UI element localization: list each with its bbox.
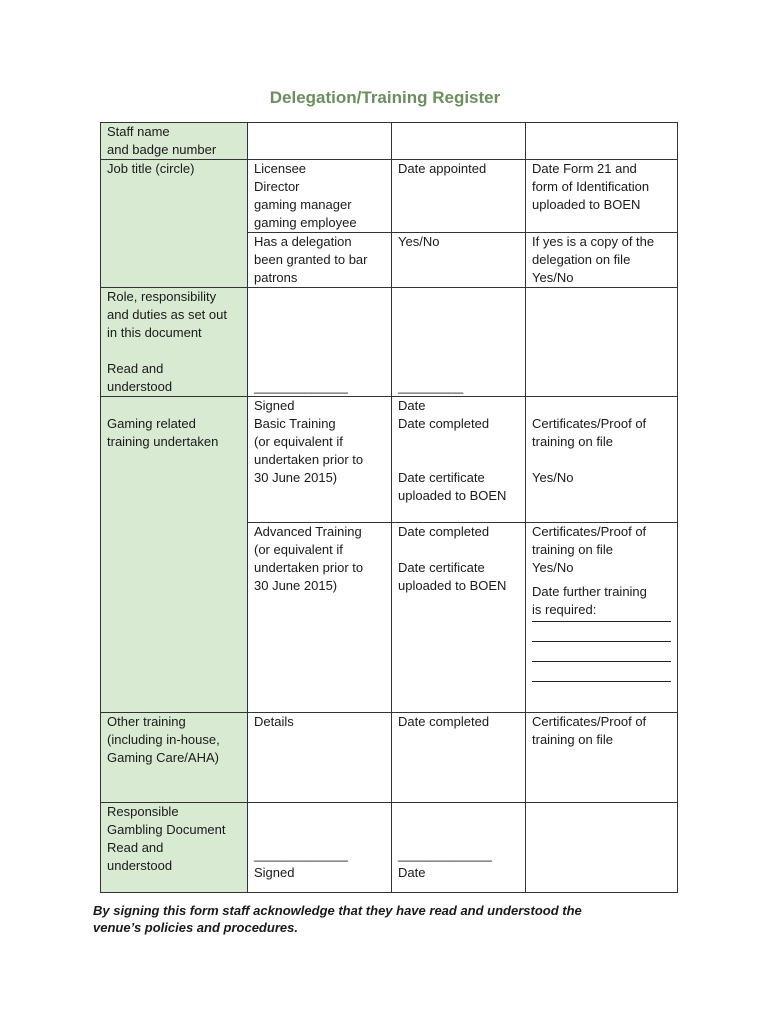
- delegation-copy-cell[interactable]: If yes is a copy of the delegation on file Yes/No: [526, 233, 678, 288]
- advanced-date-cell[interactable]: Date completed Date certificate uploaded to BOEN: [392, 523, 526, 713]
- job-title-label: Job title (circle): [101, 160, 248, 288]
- other-details-cell[interactable]: Details: [248, 713, 392, 803]
- further-training-line-3[interactable]: [532, 642, 671, 662]
- further-training-line-2[interactable]: [532, 622, 671, 642]
- basic-training-cell: [248, 397, 392, 523]
- date-appointed-cell[interactable]: Date appointed: [392, 160, 526, 233]
- role-date-caption: Date: [398, 398, 426, 413]
- delegation-question: Has a delegation been granted to bar patrons: [248, 233, 392, 288]
- rgd-date-cell[interactable]: _____________ Date: [392, 803, 526, 893]
- form21-cell[interactable]: Date Form 21 and form of Identification uploaded to BOEN: [526, 160, 678, 233]
- basic-cert-cell[interactable]: Certificates/Proof of training on file Yes/No: [526, 397, 678, 523]
- rgd-empty-cell: [526, 803, 678, 893]
- register-table: [100, 122, 678, 893]
- other-cert-cell[interactable]: Certificates/Proof of training on file: [526, 713, 678, 803]
- staff-name-field[interactable]: [248, 123, 392, 160]
- role-empty-cell: [526, 288, 678, 397]
- rgd-signed-cell[interactable]: _____________ Signed: [248, 803, 392, 893]
- basic-training-text: Basic Training (or equivalent if undertaken prior to 30 June 2015): [254, 416, 364, 485]
- rgd-label: Responsible Gambling Document Read and understood: [101, 803, 248, 893]
- advanced-label-cell: [101, 523, 248, 713]
- acknowledgement-note: By signing this form staff acknowledge that they have read and understood the venue’s policies and procedures.: [93, 903, 582, 935]
- page-title: Delegation/Training Register: [269, 88, 501, 107]
- role-date-line[interactable]: _________: [392, 288, 526, 397]
- staff-name-label: Staff name and badge number: [101, 123, 248, 160]
- basic-date-cell[interactable]: Date Date completed Date certificate uploaded to BOEN: [392, 397, 526, 523]
- advanced-training-cell: Advanced Training (or equivalent if undertaken prior to 30 June 2015): [248, 523, 392, 713]
- role-label: Role, responsibility and duties as set out in this document Read and understood: [101, 288, 248, 397]
- staff-name-field-3[interactable]: [526, 123, 678, 160]
- job-title-options[interactable]: Licensee Director gaming manager gaming employee: [248, 160, 392, 233]
- role-signed-caption: Signed: [254, 398, 295, 413]
- gaming-training-label: Gaming related training undertaken: [101, 397, 248, 523]
- advanced-cert-cell[interactable]: Certificates/Proof of training on file Yes/No Date further training is required:: [526, 523, 678, 713]
- further-training-line-4[interactable]: [532, 662, 671, 682]
- role-signed-line[interactable]: _____________: [248, 288, 392, 397]
- other-training-label: Other training (including in-house, Gaming Care/AHA): [101, 713, 248, 803]
- delegation-yes-no[interactable]: Yes/No: [392, 233, 526, 288]
- staff-name-field-2[interactable]: [392, 123, 526, 160]
- other-date-cell[interactable]: Date completed: [392, 713, 526, 803]
